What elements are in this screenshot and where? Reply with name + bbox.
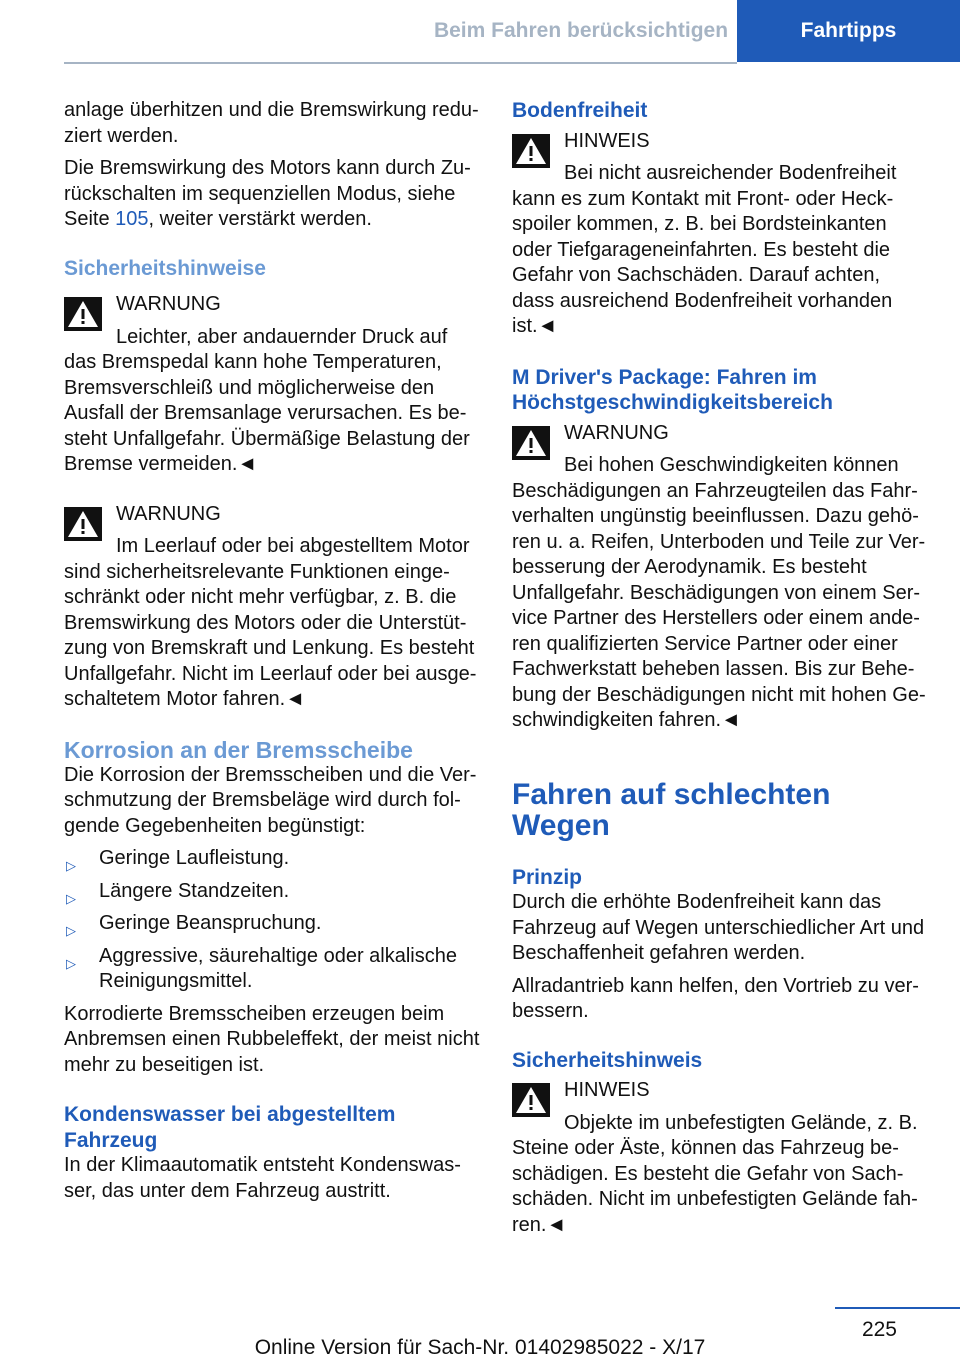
kondenswasser-paragraph: In der Klimaautomatik entsteht Kondenswas-ser, das unter dem Fahrzeug austritt. [64,1154,461,1202]
list-item-text: Längere Standzeiten. [99,879,290,902]
footer-online-version: Online Version für Sach-Nr. 01402985022 - X/17 [254,1336,706,1359]
warning-triangle-icon [512,1083,550,1117]
warning-triangle-icon [512,134,550,168]
notice-text-first: Bei nicht ausreichender Bodenfreiheit [564,162,897,184]
warning-text-first: Bei hohen Geschwindigkeiten können [564,454,899,476]
warning-triangle-icon [64,507,102,541]
list-item-text: Geringe Beanspruchung. [99,912,322,934]
prinzip-paragraph-2: Allradantrieb kann helfen, den Vortrieb zu ver-bessern. [512,974,919,1022]
header-divider [64,62,737,64]
notice-label: HINWEIS [564,1079,650,1101]
warning-triangle-icon [512,426,550,460]
warning-text: Beschädigungen an Fahrzeugteilen das Fahr-verhalten ungünstig beeinflussen. Dazu gehö-ren u. a. Reifen, Unterboden und Teile zur Ver-besserung der Aerodynamik. Es besteht Unfallgefahr. Beschädigungen von einem Ser-vice Partner des Herstellers oder einem ande-ren qualifizierten Service Partner oder einer Fachwerkstatt beheben lassen. Bis zur Behe-bung der Beschädigungen nicht mit hohen Ge-schwindigkeiten fahren.◄ [512,479,926,731]
footer-divider [835,1307,960,1309]
warning-label: WARNUNG [564,421,669,444]
warning-block-1 [64,292,480,478]
heading-kondenswasser: Kondenswasser bei abgestelltem Fahrzeug [64,1103,396,1152]
intro-paragraph-1: anlage überhitzen und die Bremswirkung redu-ziert werden. [64,99,479,147]
warning-label: WARNUNG [116,502,221,525]
heading-schlechte-wege: Fahren auf schlechten Wegen [512,777,831,842]
heading-sicherheitshinweis: Sicherheitshinweis [512,1048,703,1072]
korrosion-bullet-list [64,846,480,995]
heading-korrosion: Korrosion an der Bremsscheibe [64,736,413,763]
notice-text: kann es zum Kontakt mit Front- oder Heck-spoiler kommen, z. B. bei Bordsteinkanten oder Tiefgarageneinfahrten. Es besteht die Gefahr von Sachschäden. Darauf achten, dass ausreichend Bodenfreiheit vorhanden ist.◄ [512,187,894,337]
warning-block-3 [512,421,927,734]
page-link-105[interactable]: 105 [115,208,149,230]
header-chapter-tab: Fahrtipps [737,0,960,62]
korrosion-after-paragraph: Korrodierte Bremsscheiben erzeugen beim Anbremsen einen Rubbeleffekt, der meist nicht mehr zu beseitigen ist. [64,1002,480,1076]
warning-text-first: Im Leerlauf oder bei abgestelltem Motor [116,535,470,557]
warning-text: sind sicherheitsrelevante Funktionen einge-schränkt oder nicht mehr verfügbar, z. B. die Bremswirkung des Motors oder die Unterstüt-zung von Bremskraft und Lenkung. Es besteht Unfallgefahr. Nicht im Leerlauf oder bei ausge-schaltetem Motor fahren.◄ [64,560,477,710]
left-column [64,98,480,1211]
notice-block-1 [512,129,927,340]
bullet-triangle-icon: ▷ [66,923,76,938]
intro-text: Die Bremswirkung des Motors kann durch Zu-rückschalten im sequenziellen Modus, siehe Seite [64,157,471,230]
page-number: 225 [861,1318,897,1341]
warning-text: das Bremspedal kann hohe Temperaturen, Bremsverschleiß und möglicherweise den Ausfall der Bremsanlage verursachen. Es be-steht Unfallgefahr. Übermäßige Belastung der Bremse vermeiden.◄ [64,351,470,475]
warning-text-first: Leichter, aber andauernder Druck auf [116,325,448,348]
header-section-title: Beim Fahren berücksichtigen [433,19,729,42]
korrosion-paragraph: Die Korrosion der Bremsscheiben und die Ver-schmutzung der Bremsbeläge wird durch fol-gende Gegebenheiten begünstigt: [64,763,477,837]
notice-label: HINWEIS [564,129,650,152]
list-item [64,911,480,937]
list-item-text: Aggressive, säurehaltige oder alkalische Reinigungsmittel. [99,944,457,992]
heading-sicherheitshinweise: Sicherheitshinweise [64,256,266,280]
right-column [512,98,927,1238]
bullet-triangle-icon: ▷ [66,890,76,906]
list-item-text: Geringe Laufleistung. [99,847,290,869]
heading-prinzip: Prinzip [512,865,583,889]
heading-bodenfreiheit: Bodenfreiheit [512,99,648,122]
bullet-triangle-icon: ▷ [66,955,76,971]
list-item [64,879,480,905]
warning-block-2 [64,502,480,713]
list-item [64,846,480,872]
page-header [0,0,960,62]
notice-block-2 [512,1078,927,1238]
warning-label: WARNUNG [116,293,221,315]
heading-m-drivers-package: M Driver's Package: Fahren im Höchstgeschwindigkeitsbereich [512,365,833,414]
warning-triangle-icon [64,297,102,331]
bullet-triangle-icon: ▷ [66,858,76,873]
intro-text-end: , weiter verstärkt werden. [148,208,372,230]
list-item [64,944,480,995]
prinzip-paragraph-1: Durch die erhöhte Bodenfreiheit kann das Fahrzeug auf Wegen unterschiedlicher Art und Beschaffenheit gefahren werden. [512,891,925,964]
notice-text-first: Objekte im unbefestigten Gelände, z. B. [564,1111,918,1134]
notice-text: Steine oder Äste, können das Fahrzeug be-schädigen. Es besteht die Gefahr von Sach-schäden. Nicht im unbefestigten Gelände fah-ren.◄ [512,1137,918,1236]
intro-paragraph-2 [64,156,480,233]
